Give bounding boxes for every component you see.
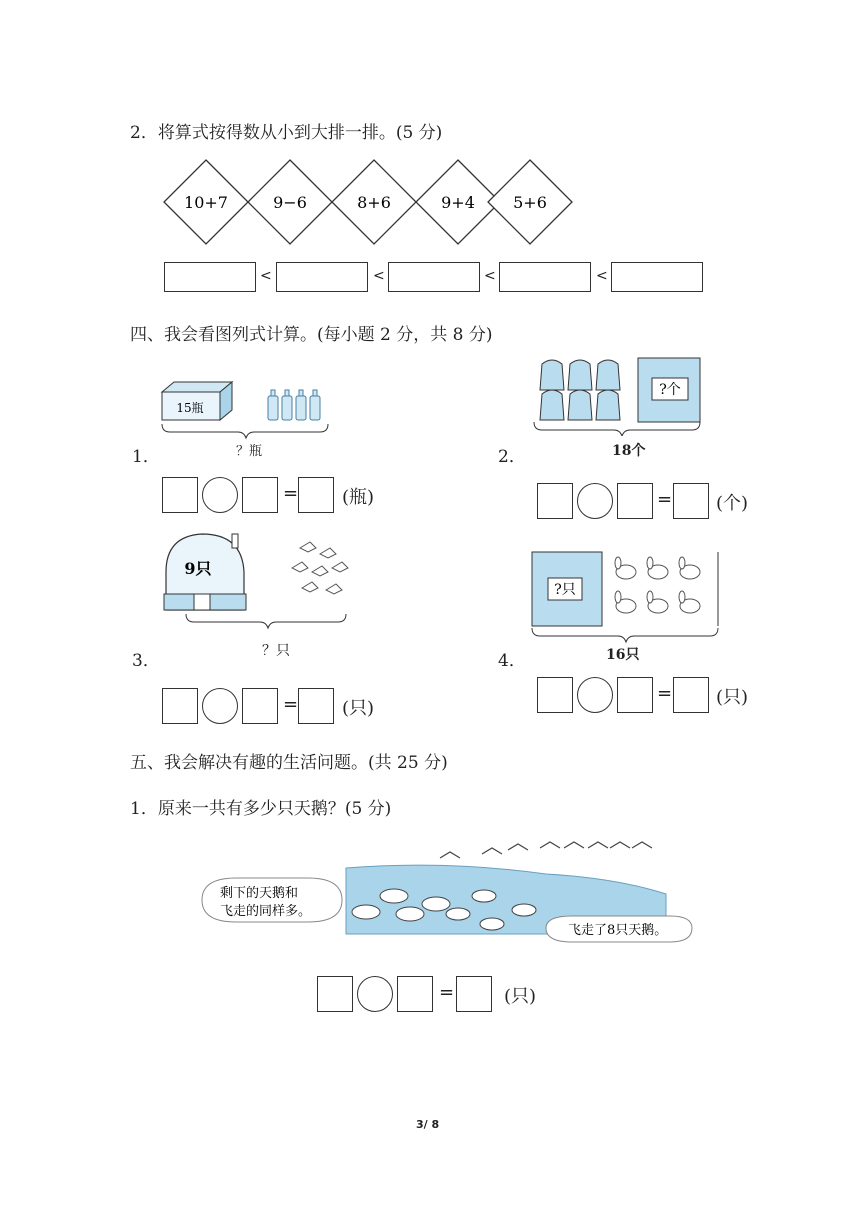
diamond-expressions — [160, 158, 580, 250]
q1-number-box-1[interactable] — [317, 976, 353, 1012]
problem-1-number: 1． — [132, 447, 160, 467]
problem-2-brace-label: 18个 — [612, 443, 646, 459]
p2-hidden-label: ?个 — [659, 382, 681, 398]
section-4-title: 四、我会看图列式计算。(每小题 2 分，共 8 分) — [130, 325, 493, 345]
q1-operator-circle[interactable] — [357, 976, 393, 1012]
p4-hidden-label: ?只 — [554, 582, 576, 598]
order-answer-box-4[interactable] — [499, 262, 591, 292]
problem-3-brace-label: ？只 — [262, 643, 290, 659]
p1-operator-circle[interactable] — [202, 477, 238, 513]
flying-swans-icon — [440, 842, 652, 858]
order-answer-box-3[interactable] — [388, 262, 480, 292]
bottles-icon — [268, 390, 320, 420]
p3-number-box-1[interactable] — [162, 688, 198, 724]
q1-equals-sign: = — [439, 982, 455, 1003]
section-5-title: 五、我会解决有趣的生活问题。(共 25 分) — [130, 753, 448, 773]
less-than-sign-4: < — [596, 268, 608, 284]
brace-2 — [534, 422, 700, 436]
p1-result-box[interactable] — [298, 477, 334, 513]
p2-number-box-2[interactable] — [617, 483, 653, 519]
less-than-sign-1: < — [260, 268, 272, 284]
problem-3-number: 3． — [132, 651, 160, 671]
right-bubble-text: 飞走了8只天鹅。 — [568, 923, 668, 938]
q1-unit: (只) — [504, 986, 537, 1007]
page-number: 3/ 8 — [416, 1118, 440, 1131]
order-answer-box-1[interactable] — [164, 262, 256, 292]
problem-1-brace-label: ？瓶 — [236, 444, 263, 459]
p4-result-box[interactable] — [673, 677, 709, 713]
expression-5: 5+6 — [513, 193, 547, 212]
diamond-3 — [332, 160, 416, 244]
left-bubble-line-1: 剩下的天鹅和 — [220, 886, 299, 901]
p1-number-box-1[interactable] — [162, 477, 198, 513]
p2-operator-circle[interactable] — [577, 483, 613, 519]
bags-icon — [540, 360, 620, 420]
less-than-sign-3: < — [484, 268, 496, 284]
expression-2: 9−6 — [273, 193, 307, 212]
right-speech-bubble — [546, 916, 692, 942]
p4-equals-sign: = — [657, 683, 673, 704]
p3-result-box[interactable] — [298, 688, 334, 724]
left-speech-bubble — [202, 878, 342, 922]
swans-illustration — [196, 834, 696, 964]
expression-1: 10+7 — [184, 193, 228, 212]
question-1-title: 1．原来一共有多少只天鹅？(5 分) — [130, 799, 392, 819]
problem-2-number: 2． — [498, 447, 526, 467]
q1-result-box[interactable] — [456, 976, 492, 1012]
bottle-case-label: 15瓶 — [176, 401, 204, 415]
p2-unit: (个) — [716, 493, 749, 514]
p3-unit: (只) — [342, 698, 375, 719]
problem-4-brace-label: 16只 — [606, 647, 640, 663]
p1-equals-sign: = — [283, 483, 299, 504]
left-bubble-line-2: 飞走的同样多。 — [220, 904, 312, 919]
q1-number-box-2[interactable] — [397, 976, 433, 1012]
house-label: 9只 — [184, 559, 212, 578]
problem-4-number: 4． — [498, 651, 526, 671]
p1-number-box-2[interactable] — [242, 477, 278, 513]
bags-illustration — [530, 354, 710, 436]
house-icon — [164, 534, 246, 610]
order-answer-box-2[interactable] — [276, 262, 368, 292]
diamond-2 — [248, 160, 332, 244]
p4-number-box-1[interactable] — [537, 677, 573, 713]
p2-number-box-1[interactable] — [537, 483, 573, 519]
p3-number-box-2[interactable] — [242, 688, 278, 724]
order-answer-box-5[interactable] — [611, 262, 703, 292]
brace-1 — [162, 424, 328, 438]
pigeons-illustration — [160, 528, 360, 638]
p2-equals-sign: = — [657, 489, 673, 510]
p4-operator-circle[interactable] — [577, 677, 613, 713]
p4-number-box-2[interactable] — [617, 677, 653, 713]
less-than-sign-2: < — [373, 268, 385, 284]
diamond-5 — [488, 160, 572, 244]
brace-4 — [532, 628, 718, 642]
p4-unit: (只) — [716, 687, 749, 708]
p3-operator-circle[interactable] — [202, 688, 238, 724]
expression-4: 9+4 — [441, 193, 475, 212]
brace-3 — [186, 614, 346, 628]
p2-result-box[interactable] — [673, 483, 709, 519]
diamond-1 — [164, 160, 248, 244]
p3-equals-sign: = — [283, 694, 299, 715]
bottle-case-icon — [162, 382, 232, 420]
p1-unit: (瓶) — [342, 487, 375, 508]
expression-3: 8+6 — [357, 193, 391, 212]
question-2-title: 2．将算式按得数从小到大排一排。(5 分) — [130, 123, 443, 143]
rabbits-icon — [615, 557, 700, 613]
pigeons-icon — [292, 542, 348, 594]
rabbits-illustration — [528, 550, 728, 650]
